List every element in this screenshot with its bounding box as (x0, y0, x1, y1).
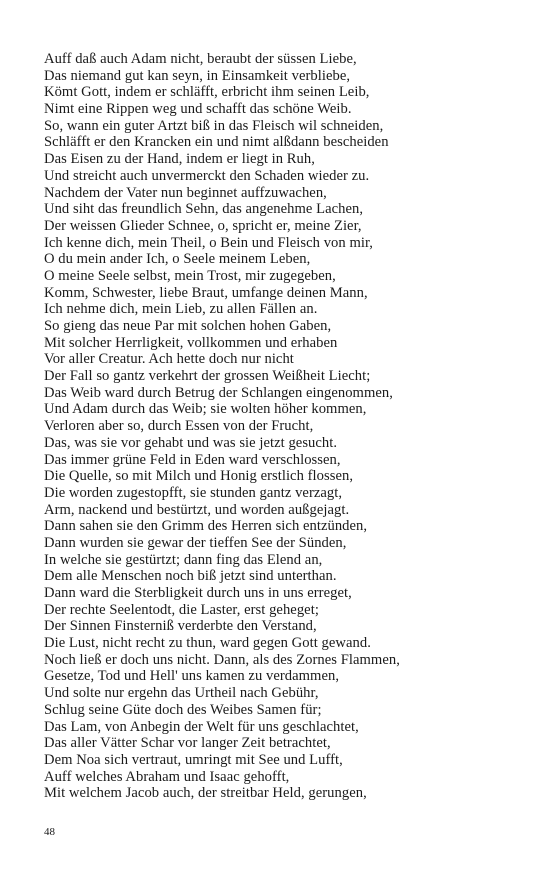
poem-line: Und streicht auch unvermerckt den Schaden wieder zu. (44, 167, 370, 184)
poem-line: Arm, nackend und bestürtzt, und worden außgejagt. (44, 501, 350, 518)
poem-line: Dann ward die Sterbligkeit durch uns in uns erreget, (44, 585, 352, 601)
poem-line: Und Adam durch das Weib; sie wolten höher kommen, (44, 401, 367, 418)
poem-line: Mit welchem Jacob auch, der streitbar Held, gerungen, (44, 785, 367, 802)
poem-line: Der weissen Glieder Schnee, o, spricht er, meine Zier, (44, 217, 362, 234)
poem-line: Schlug seine Güte doch des Weibes Samen für; (44, 701, 322, 718)
poem-line: Nimt eine Rippen weg und schafft das schöne Weib. (44, 101, 352, 118)
poem-line: Dem Noa sich vertraut, umringt mit See und Lufft, (44, 751, 343, 768)
poem-line: Das Eisen zu der Hand, indem er liegt in Ruh, (44, 151, 315, 168)
poem-line: Komm, Schwester, liebe Braut, umfange deinen Mann, (44, 284, 368, 301)
poem-line: Dann wurden sie gewar der tieffen See der Sünden, (44, 534, 347, 551)
poem-line: So gieng das neue Par mit solchen hohen Gaben, (44, 318, 332, 334)
poem-line: Das Lam, von Anbegin der Welt für uns geschlachtet, (44, 718, 359, 735)
poem-line: In welche sie gestürtzt; dann fing das Elend an, (44, 551, 323, 568)
poem-line: So, wann ein guter Artzt biß in das Fleisch wil schneiden, (44, 117, 384, 134)
poem-line: Vor aller Creatur. Ach hette doch nur nicht (44, 351, 294, 368)
poem-line: Das immer grüne Feld in Eden ward verschlossen, (44, 451, 341, 468)
poem-line: Die Quelle, so mit Milch und Honig erstlich flossen, (44, 468, 354, 485)
poem-line: Ich nehme dich, mein Lieb, zu allen Fällen an. (44, 301, 318, 318)
poem-text (44, 51, 534, 802)
poem-line: Schläfft er den Krancken ein und nimt alßdann bescheiden (44, 134, 389, 151)
poem-line: Noch ließ er doch uns nicht. Dann, als des Zornes Flammen, (44, 651, 400, 668)
poem-line: O meine Seele selbst, mein Trost, mir zugegeben, (44, 267, 336, 284)
page-number: 48 (44, 826, 55, 838)
poem-line: Der rechte Seelentodt, die Laster, erst geheget; (44, 601, 319, 618)
poem-line: Die Lust, nicht recht zu thun, ward gegen Gott gewand. (44, 635, 371, 652)
poem-line: Dem alle Menschen noch biß jetzt sind unterthan. (44, 568, 337, 585)
poem-line: O du mein ander Ich, o Seele meinem Leben, (44, 251, 311, 268)
poem-line: Auff welches Abraham und Isaac gehofft, (44, 768, 290, 785)
poem-line: Der Sinnen Finsterniß verderbte den Verstand, (44, 618, 317, 635)
poem-line: Verloren aber so, durch Essen von der Frucht, (44, 418, 314, 435)
poem-line: Kömt Gott, indem er schläfft, erbricht ihm seinen Leib, (44, 84, 370, 101)
poem-line: Der Fall so gantz verkehrt der grossen Weißheit Liecht; (44, 368, 371, 385)
poem-line: Die worden zugestopfft, sie stunden gantz verzagt, (44, 484, 343, 501)
poem-line: Das, was sie vor gehabt und was sie jetzt gesucht. (44, 434, 338, 451)
poem-line: Dann sahen sie den Grimm des Herren sich entzünden, (44, 518, 368, 535)
poem-line: Und solte nur ergehn das Urtheil nach Gebühr, (44, 685, 319, 702)
poem-line: Auff daß auch Adam nicht, beraubt der süssen Liebe, (44, 51, 357, 67)
poem-line: Mit solcher Herrligkeit, vollkommen und erhaben (44, 334, 338, 351)
poem-line: Ich kenne dich, mein Theil, o Bein und Fleisch von mir, (44, 234, 373, 251)
poem-line: Das niemand gut kan seyn, in Einsamkeit verbliebe, (44, 67, 351, 84)
poem-line: Nachdem der Vater nun beginnet auffzuwachen, (44, 184, 327, 201)
poem-line: Das Weib ward durch Betrug der Schlangen eingenommen, (44, 384, 393, 401)
poem-line: Und siht das freundlich Sehn, das angenehme Lachen, (44, 201, 364, 218)
poem-line: Das aller Vätter Schar vor langer Zeit betrachtet, (44, 735, 331, 752)
poem-line: Gesetze, Tod und Hell' uns kamen zu verdammen, (44, 668, 340, 685)
